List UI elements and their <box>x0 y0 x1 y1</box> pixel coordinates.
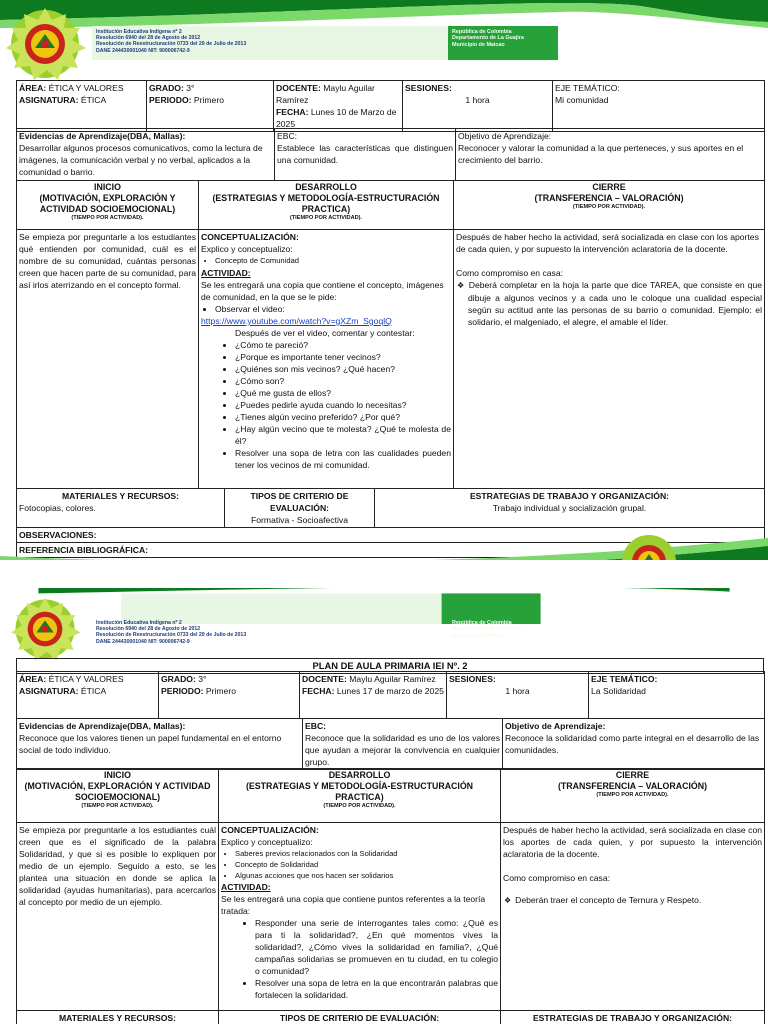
criterio-cell-2: TIPOS DE CRITERIO DE EVALUACIÓN: <box>219 1011 501 1024</box>
evidencias-cell-2: Evidencias de Aprendizaje(DBA, Mallas): Reconoce que los valores tienen un papel fundamental en el entorno social de todo individuo. <box>17 719 303 770</box>
grado-cell: GRADO: 3° PERIODO: Primero <box>147 81 274 132</box>
desarrollo-header: DESARROLLO (ESTRATEGIAS Y METODOLOGÍA-ESTRUCTURACIÓN PRACTICA) (TIEMPO POR ACTIVIDAD). <box>199 181 454 230</box>
plan-1-header-table <box>16 80 765 132</box>
materiales-cell: MATERIALES Y RECURSOS: Fotocopias, colores. <box>17 489 225 528</box>
school-emblem-2 <box>0 596 90 662</box>
sesiones-cell-2: SESIONES: 1 hora <box>447 672 589 719</box>
cierre-content: Después de haber hecho la actividad, será socializada en clase con los aportes de cada quien, y por supuesto la intervención aclaratoria de la docente. Como compromiso en casa: ❖ Deberá completar en la hoja la parte que dice TAREA, que consiste en que dibuje a algunos vecinos y a cada uno le coloque una cualidad especial según su actitud ante las personas de su barrio o comunidad. Ejemplo: el solidario, el malgeniado, el alegre, el amable el líder. <box>454 230 765 489</box>
plan-2-objectives-table <box>16 718 765 770</box>
republic-info-2: República de Colombia Departamento de La Guajira Municipio de Maicao <box>452 620 524 639</box>
concept-list-2: • Saberes previos relacionados con la Solidaridad • Concepto de Solidaridad • Algunas acciones que nos hacen ser solidarios <box>221 848 498 881</box>
video-link[interactable]: https://www.youtube.com/watch?v=gXZm_SgoqlQ <box>201 316 392 326</box>
observaciones-row: OBSERVACIONES: <box>17 528 765 543</box>
republic-info: República de Colombia Departamento de La Guajira Municipio de Maicao <box>452 29 524 48</box>
area-cell: ÁREA: ÉTICA Y VALORES ASIGNATURA: ÉTICA <box>17 81 147 132</box>
estrategias-cell-2: ESTRATEGIAS DE TRABAJO Y ORGANIZACIÓN: <box>501 1011 765 1024</box>
questions-list: • ¿Cómo te pareció? • ¿Porque es importante tener vecinos? • ¿Quiénes son mis vecinos? ¿Qué hacen? • ¿Cómo son? • ¿Qué me gusta de ellos? • ¿Puedes pedirle ayuda cuando lo necesitas? • ¿Tienes algún vecino preferido? ¿Por qué? • ¿Hay algún vecino que te molesta? ¿Qué te molesta de él? • Resolver una sopa de letra con las cualidades pueden tener los vecinos de mi comunidad. <box>201 339 451 471</box>
school-emblem <box>0 6 90 82</box>
inicio-text: Se empieza por preguntarle a los estudiantes qué entienden por comunidad, cuál es el nombre de su comunidad, cuántas personas creen que hacen parte de su comunidad, para así irlos aterrizando en el concepto formal. <box>17 230 199 489</box>
plan-1-activities-table <box>16 180 765 489</box>
actividad-label-2: ACTIVIDAD: <box>221 882 271 892</box>
compromiso-item-2: ❖ Deberán traer el concepto de Ternura y Respeto. <box>515 894 762 907</box>
grado-cell-2: GRADO: 3° PERIODO: Primero <box>159 672 300 719</box>
objetivo-cell: Objetivo de Aprendizaje: Reconocer y valorar la comunidad a la que perteneces, y sus aportes en el crecimiento del barrio. <box>456 129 765 181</box>
compromiso-item: ❖ Deberá completar en la hoja la parte que dice TAREA, que consiste en que dibuje a algunos vecinos y a cada uno le coloque una cualidad especial según su actitud ante las personas de su barrio o comunidad. Ejemplo: el solidario, el malgeniado, el alegre, el amable el líder. <box>468 279 762 328</box>
conceptualizacion-label-2: CONCEPTUALIZACIÓN: <box>221 825 319 835</box>
sesiones-cell: SESIONES: 1 hora <box>403 81 553 132</box>
desarrollo-header-2: DESARROLLO (ESTRATEGIAS Y METODOLOGÍA-ESTRUCTURACIÓN PRACTICA) (TIEMPO POR ACTIVIDAD). <box>219 769 501 823</box>
activity-list-2: • Responder una serie de interrogantes tales como: ¿Qué es para ti la solidaridad?, ¿En qué momentos vives la solidaridad?, ¿Cómo vives la solidaridad en familia?, ¿Qué campañas solidarias se promueven en tu ciudad, en tu colegio o comunidad? • Resolver una sopa de letra en la que encontrarán palabras que fortalecen la solidaridad. <box>221 917 498 1001</box>
criterio-cell: TIPOS DE CRITERIO DE EVALUACIÓN: Formativa - Socioafectiva <box>225 489 375 528</box>
plan-2-title: PLAN DE AULA PRIMARIA IEI Nº. 2 <box>17 659 764 674</box>
desarrollo-content: CONCEPTUALIZACIÓN: Explico y conceptualizo: • Concepto de Comunidad ACTIVIDAD: Se les entregará una copia que contiene el concepto, imágenes de comunidad, en la que se le pide: • Observar el video: https://www.youtube.com/watch?v=gXZm_SgoqlQ Después de ver el video, comentar y contestar: • ¿Cómo te pareció? • ¿Porque es importante tener vecinos? • ¿Quiénes son mis vecinos? ¿Qué hacen? • ¿Cómo son? • ¿Qué me gusta de ellos? • ¿Puedes pedirle ayuda cuando lo necesitas? • ¿Tienes algún vecino preferido? ¿Por qué? • ¿Hay algún vecino que te molesta? ¿Qué te molesta de él? • Resolver una sopa de letra con las cualidades pueden tener los vecinos de mi comunidad. <box>199 230 454 489</box>
actividad-label: ACTIVIDAD: <box>201 268 251 278</box>
institution-info: Institución Educativa Indígena nº 2 Resolución 6940 del 28 de Agosto de 2012 Resolución de Reestructuración 0733 del 29 de Julio de 2013 DANE 244430001040 NIT: 900006742-9 <box>96 29 247 54</box>
inicio-text-2: Se empieza por preguntarle a los estudiantes cuál creen que es el significado de la palabra Solidaridad, y que si es posible lo expliquen por medio de un ejemplo. Seguido a esto, se les plantea una situación en donde se aplica la solidaridad (ayudas humanitarias), para acercarlos al concepto por medio de un ejemplo. <box>17 823 219 1011</box>
objetivo-cell-2: Objetivo de Aprendizaje: Reconoce la solidaridad como parte integral en el desarrollo de las comunidades. <box>503 719 765 770</box>
plan-2-header-table <box>16 671 765 719</box>
area-cell-2: ÁREA: ÉTICA Y VALORES ASIGNATURA: ÉTICA <box>17 672 159 719</box>
docente-cell-2: DOCENTE: Maylu Aguilar Ramírez FECHA: Lunes 17 de marzo de 2025 <box>300 672 447 719</box>
estrategias-cell: ESTRATEGIAS DE TRABAJO Y ORGANIZACIÓN: Trabajo individual y socialización grupal. <box>375 489 765 528</box>
ebc-cell: EBC: Establece las características que distinguen una comunidad. <box>275 129 456 181</box>
cierre-header: CIERRE (TRANSFERENCIA – VALORACIÓN) (TIEMPO POR ACTIVIDAD). <box>454 181 765 230</box>
evidencias-cell: Evidencias de Aprendizaje(DBA, Mallas): Desarrollar algunos procesos comunicativos, como la lectura de imágenes, la comunicación verbal y no verbal, aplicados a la comunidad o barrio. <box>17 129 275 181</box>
materiales-cell-2: MATERIALES Y RECURSOS: <box>17 1011 219 1024</box>
lesson-plan-page-2 <box>0 560 768 1024</box>
ebc-cell-2: EBC: Reconoce que la solidaridad es uno de los valores que ayudan a mejorar la convivencia en cualquier grupo. <box>303 719 503 770</box>
concept-item: • Concepto de Comunidad <box>215 255 451 267</box>
institution-info-2: Institución Educativa Indígena nº 2 Resolución 6940 del 28 de Agosto de 2012 Resolución de Reestructuración 0733 del 29 de Julio de 2013 DANE 244430001040 NIT: 900006742-9 <box>96 620 247 645</box>
conceptualizacion-label: CONCEPTUALIZACIÓN: <box>201 232 299 242</box>
plan-1-objectives-table <box>16 128 765 181</box>
inicio-header: INICIO (MOTIVACIÓN, EXPLORACIÓN Y ACTIVIDAD SOCIOEMOCIONAL) (TIEMPO POR ACTIVIDAD). <box>17 181 199 230</box>
cierre-header-2: CIERRE (TRANSFERENCIA – VALORACIÓN) (TIEMPO POR ACTIVIDAD). <box>501 769 765 823</box>
inicio-header-2: INICIO (MOTIVACIÓN, EXPLORACIÓN Y ACTIVIDAD SOCIOEMOCIONAL) (TIEMPO POR ACTIVIDAD). <box>17 769 219 823</box>
eje-cell: EJE TEMÁTICO: Mi comunidad <box>553 81 765 132</box>
referencia-row: REFERENCIA BIBLIOGRÁFICA: <box>17 543 765 558</box>
docente-cell: DOCENTE: Maylu Aguilar Ramírez FECHA: Lunes 10 de Marzo de 2025 <box>274 81 403 132</box>
plan-2-activities-table <box>16 768 765 1024</box>
desarrollo-content-2: CONCEPTUALIZACIÓN: Explico y conceptualizo: • Saberes previos relacionados con la Solidaridad • Concepto de Solidaridad • Algunas acciones que nos hacen ser solidarios ACTIVIDAD: Se les entregará una copia que contiene puntos referentes a la teoría tratada: • Responder una serie de interrogantes tales como: ¿Qué es para ti la solidaridad?, ¿En qué momentos vives la solidaridad?, ¿Cómo vives la solidaridad en familia?, ¿Qué campañas solidarias se promueven en tu ciudad, en tu colegio o comunidad? • Resolver una sopa de letra en la que encontrarán palabras que fortalecen la solidaridad. <box>219 823 501 1011</box>
eje-cell-2: EJE TEMÁTICO: La Solidaridad <box>589 672 765 719</box>
cierre-content-2: Después de haber hecho la actividad, será socializada en clase con los aportes de cada quien, y por supuesto la intervención aclaratoria de la docente. Como compromiso en casa: ❖ Deberán traer el concepto de Ternura y Respeto. <box>501 823 765 1011</box>
